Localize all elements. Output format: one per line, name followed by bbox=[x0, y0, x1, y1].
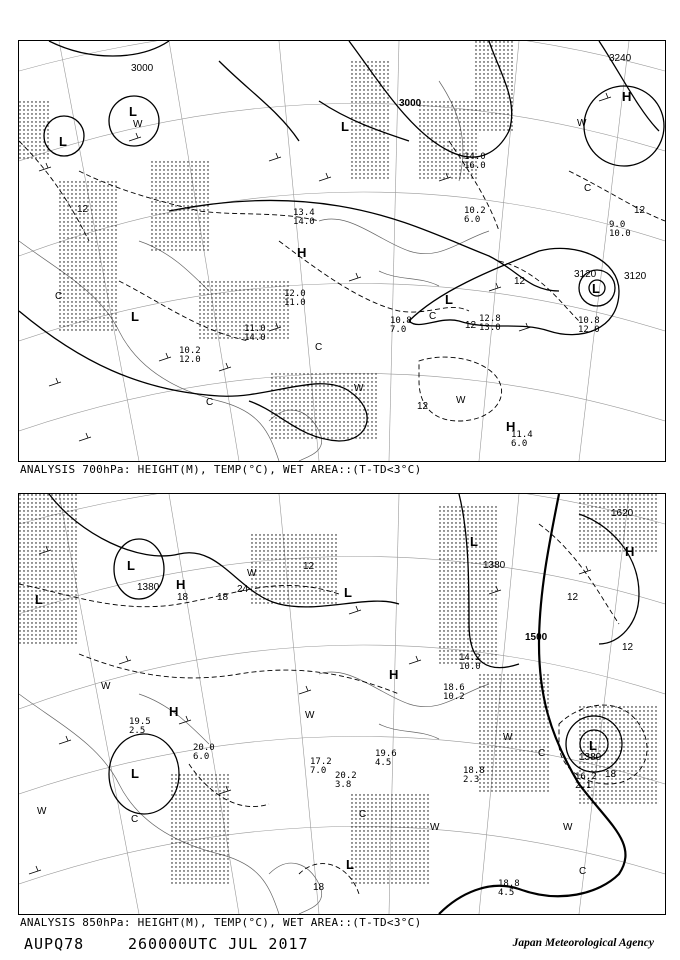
station-dewpoint: 10.0 bbox=[609, 229, 631, 239]
pressure-center-high: H bbox=[297, 245, 307, 260]
pressure-center-low: L bbox=[346, 857, 354, 872]
height-label: 3000 bbox=[131, 63, 154, 74]
warm-center: W bbox=[577, 118, 587, 129]
station-temp: 20.0 bbox=[193, 743, 215, 753]
warm-center: W bbox=[456, 395, 466, 406]
wet-areas bbox=[19, 41, 514, 441]
pressure-center-high: H bbox=[625, 544, 635, 559]
caption-700hpa: ANALYSIS 700hPa: HEIGHT(M), TEMP(°C), WET AREA::(T-TD<3°C) bbox=[20, 463, 422, 476]
station-temp: 12.8 bbox=[479, 314, 501, 324]
warm-center: W bbox=[305, 710, 315, 721]
station-temp: 20.2 bbox=[335, 771, 357, 781]
station-temp: 19.5 bbox=[129, 717, 151, 727]
station-temp: 18.8 bbox=[498, 879, 520, 889]
warm-center: W bbox=[133, 119, 143, 130]
station-temp: 12.0 bbox=[284, 289, 306, 299]
station-dewpoint: 2.1 bbox=[575, 781, 592, 791]
cold-center: C bbox=[206, 397, 214, 408]
temp-label: 24 bbox=[237, 584, 249, 595]
warm-center: W bbox=[101, 681, 111, 692]
caption-850hpa: ANALYSIS 850hPa: HEIGHT(M), TEMP(°C), WET AREA::(T-TD<3°C) bbox=[20, 916, 422, 929]
station-dewpoint: 12.0 bbox=[578, 325, 600, 335]
pressure-center-high: H bbox=[622, 89, 632, 104]
station-dewpoint: 10.0 bbox=[459, 662, 481, 672]
station-temp: 19.6 bbox=[375, 749, 397, 759]
temp-label: 12 bbox=[303, 561, 315, 572]
station-dewpoint: 7.0 bbox=[310, 766, 327, 776]
map-700hpa bbox=[19, 41, 665, 461]
height-label: 3000 bbox=[399, 98, 422, 109]
pressure-center-low: L bbox=[59, 134, 67, 149]
warm-center: W bbox=[247, 568, 257, 579]
cold-center: C bbox=[429, 311, 437, 322]
pressure-center-high: H bbox=[169, 704, 179, 719]
cold-center: C bbox=[538, 748, 546, 759]
station-temp: 10.8 bbox=[578, 316, 600, 326]
station-temp: 9.0 bbox=[609, 220, 626, 230]
station-dewpoint: 6.0 bbox=[193, 752, 210, 762]
pressure-center-high: H bbox=[506, 419, 516, 434]
pressure-center-high: H bbox=[176, 577, 186, 592]
station-dewpoint: 16.0 bbox=[464, 161, 486, 171]
station-temp: 11.4 bbox=[511, 430, 533, 440]
height-label: 3120 bbox=[624, 271, 647, 282]
station-dewpoint: 3.8 bbox=[335, 780, 352, 790]
station-dewpoint: 7.0 bbox=[390, 325, 407, 335]
station-dewpoint: 13.0 bbox=[479, 323, 501, 333]
valid-time: 260000UTC JUL 2017 bbox=[128, 935, 309, 953]
station-dewpoint: 10.2 bbox=[443, 692, 465, 702]
cold-center: C bbox=[359, 809, 367, 820]
warm-center: W bbox=[563, 822, 573, 833]
temp-label: 12 bbox=[77, 204, 89, 215]
agency-name: Japan Meteorological Agency bbox=[512, 937, 654, 949]
pressure-center-low: L bbox=[131, 309, 139, 324]
station-dewpoint: 4.5 bbox=[375, 758, 392, 768]
pressure-center-low: L bbox=[470, 534, 478, 549]
temp-label: 12 bbox=[514, 276, 526, 287]
pressure-center-low: L bbox=[127, 558, 135, 573]
station-temp: 18.8 bbox=[463, 766, 485, 776]
product-code: AUPQ78 bbox=[24, 935, 85, 953]
station-temp: 17.2 bbox=[310, 757, 332, 767]
temp-label: 12 bbox=[634, 205, 646, 216]
pressure-center-low: L bbox=[592, 281, 600, 296]
pressure-center-high: H bbox=[389, 667, 399, 682]
height-label: 1620 bbox=[611, 508, 634, 519]
cold-center: C bbox=[131, 814, 139, 825]
station-temp: 10.2 bbox=[179, 346, 201, 356]
station-dewpoint: 2.3 bbox=[463, 775, 480, 785]
height-label: 3120 bbox=[574, 269, 597, 280]
height-label: 1380 bbox=[483, 560, 506, 571]
station-dewpoint: 6.0 bbox=[511, 439, 528, 449]
height-label: 3240 bbox=[609, 53, 632, 64]
cold-center: C bbox=[315, 342, 323, 353]
temp-label: 12 bbox=[417, 401, 429, 412]
station-dewpoint: 2.5 bbox=[129, 726, 146, 736]
pressure-center-low: L bbox=[344, 585, 352, 600]
cold-center: C bbox=[584, 183, 592, 194]
station-dewpoint: 14.0 bbox=[244, 333, 266, 343]
pressure-center-low: L bbox=[589, 738, 597, 753]
station-dewpoint: 14.0 bbox=[293, 217, 315, 227]
cold-center: C bbox=[55, 291, 63, 302]
station-temp: 14.2 bbox=[459, 653, 481, 663]
station-dewpoint: 11.0 bbox=[284, 298, 306, 308]
warm-center: W bbox=[354, 383, 364, 394]
station-temp: 10.8 bbox=[390, 316, 412, 326]
station-temp: 10.2 bbox=[464, 206, 486, 216]
pressure-center-low: L bbox=[35, 592, 43, 607]
station-temp: 13.4 bbox=[293, 208, 315, 218]
chart-700hpa bbox=[18, 40, 666, 462]
warm-center: W bbox=[37, 806, 47, 817]
station-temp: 11.0 bbox=[244, 324, 266, 334]
temp-label: 18 bbox=[313, 882, 325, 893]
station-dewpoint: 12.0 bbox=[179, 355, 201, 365]
temp-label: 18 bbox=[605, 769, 617, 780]
temp-label: 12 bbox=[622, 642, 634, 653]
pressure-center-low: L bbox=[445, 292, 453, 307]
temp-label: 12 bbox=[567, 592, 579, 603]
cold-center: C bbox=[579, 866, 587, 877]
temp-label: 12 bbox=[465, 320, 477, 331]
station-dewpoint: 4.5 bbox=[498, 888, 515, 898]
height-label: 1500 bbox=[525, 632, 548, 643]
station-temp: 14.0 bbox=[464, 152, 486, 162]
height-label: 1380 bbox=[579, 752, 602, 763]
station-temp: 18.6 bbox=[443, 683, 465, 693]
warm-center: W bbox=[503, 732, 513, 743]
temp-label: 18 bbox=[177, 592, 189, 603]
warm-center: W bbox=[430, 822, 440, 833]
pressure-center-low: L bbox=[131, 766, 139, 781]
temp-label: 18 bbox=[217, 592, 229, 603]
station-dewpoint: 6.0 bbox=[464, 215, 481, 225]
height-label: 1380 bbox=[137, 582, 160, 593]
chart-850hpa bbox=[18, 493, 666, 915]
pressure-center-low: L bbox=[129, 104, 137, 119]
pressure-center-low: L bbox=[341, 119, 349, 134]
map-850hpa bbox=[19, 494, 665, 914]
station-temp: 16.2 bbox=[575, 772, 597, 782]
